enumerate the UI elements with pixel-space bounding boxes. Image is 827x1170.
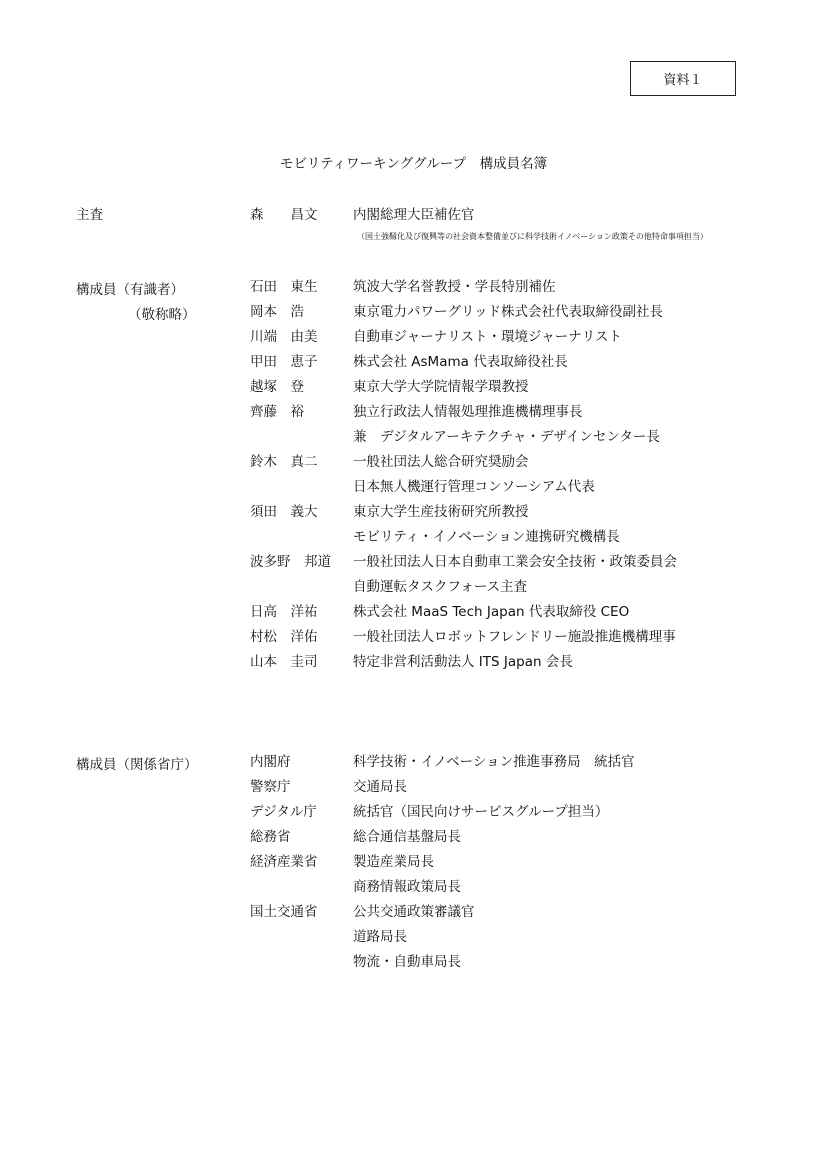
chair-note: （国土強靱化及び復興等の社会資本整備並びに科学技術イノベーション政策その他特命事項担当） — [357, 232, 708, 241]
ministries-role: 構成員（関係省庁） — [76, 757, 198, 773]
member-name: 鈴木 真二 — [250, 454, 318, 470]
member-affiliation: 株式会社 MaaS Tech Japan 代表取締役 CEO — [353, 604, 630, 620]
member-affiliation: 東京大学生産技術研究所教授 — [353, 504, 529, 520]
member-affiliation: 商務情報政策局長 — [353, 879, 461, 895]
page-title: モビリティワーキンググループ 構成員名簿 — [279, 156, 548, 172]
member-affiliation: 物流・自動車局長 — [353, 954, 461, 970]
member-affiliation: 一般社団法人総合研究奨励会 — [353, 454, 529, 470]
member-affiliation: 筑波大学名誉教授・学長特別補佐 — [353, 279, 556, 295]
member-affiliation: 一般社団法人ロボットフレンドリー施設推進機構理事 — [353, 629, 676, 645]
member-name: 国土交通省 — [250, 904, 318, 920]
document-label: 資料１ — [663, 73, 703, 88]
member-name: 齊藤 裕 — [250, 404, 304, 420]
member-affiliation: 交通局長 — [353, 779, 407, 795]
member-affiliation: 日本無人機運行管理コンソーシアム代表 — [353, 479, 595, 495]
member-name: 川端 由美 — [250, 329, 318, 345]
member-affiliation: 兼 デジタルアーキテクチャ・デザインセンター長 — [353, 429, 660, 445]
chair-role: 主査 — [76, 207, 103, 223]
member-name: デジタル庁 — [250, 804, 317, 820]
member-affiliation: 東京大学大学院情報学環教授 — [353, 379, 529, 395]
member-affiliation: 公共交通政策審議官 — [353, 904, 475, 920]
member-affiliation: 道路局長 — [353, 929, 407, 945]
member-name: 山本 圭司 — [250, 654, 318, 670]
experts-role-sub: （敬称略） — [128, 307, 196, 323]
member-affiliation: 製造産業局長 — [353, 854, 434, 870]
member-affiliation: 総合通信基盤局長 — [353, 829, 461, 845]
member-name: 石田 東生 — [250, 279, 318, 295]
member-name: 岡本 浩 — [250, 304, 304, 320]
member-name: 甲田 恵子 — [250, 354, 318, 370]
member-affiliation: 株式会社 AsMama 代表取締役社長 — [353, 354, 568, 370]
member-affiliation: モビリティ・イノベーション連携研究機構長 — [353, 529, 620, 545]
member-affiliation: 自動運転タスクフォース主査 — [353, 579, 528, 595]
member-affiliation: 統括官（国民向けサービスグループ担当） — [353, 804, 609, 820]
member-name: 日高 洋祐 — [250, 604, 318, 620]
member-name: 警察庁 — [250, 779, 291, 795]
member-affiliation: 独立行政法人情報処理推進機構理事長 — [353, 404, 583, 420]
member-name: 須田 義大 — [250, 504, 318, 520]
document-label-box — [630, 61, 736, 96]
member-name: 越塚 登 — [250, 379, 304, 395]
member-affiliation: 一般社団法人日本自動車工業会安全技術・政策委員会 — [353, 554, 677, 570]
member-affiliation: 科学技術・イノベーション推進事務局 統括官 — [353, 754, 635, 770]
chair-affiliation: 内閣総理大臣補佐官 — [353, 207, 475, 223]
chair-name: 森 昌文 — [250, 207, 318, 223]
member-name: 総務省 — [250, 829, 291, 845]
member-affiliation: 特定非営利活動法人 ITS Japan 会長 — [353, 654, 573, 670]
member-name: 村松 洋佑 — [250, 629, 318, 645]
experts-role: 構成員（有識者） — [76, 282, 184, 298]
member-name: 内閣府 — [250, 754, 291, 770]
member-name: 波多野 邦道 — [250, 554, 331, 570]
member-name: 経済産業省 — [250, 854, 318, 870]
member-affiliation: 自動車ジャーナリスト・環境ジャーナリスト — [353, 329, 622, 345]
member-affiliation: 東京電力パワーグリッド株式会社代表取締役副社長 — [353, 304, 663, 320]
